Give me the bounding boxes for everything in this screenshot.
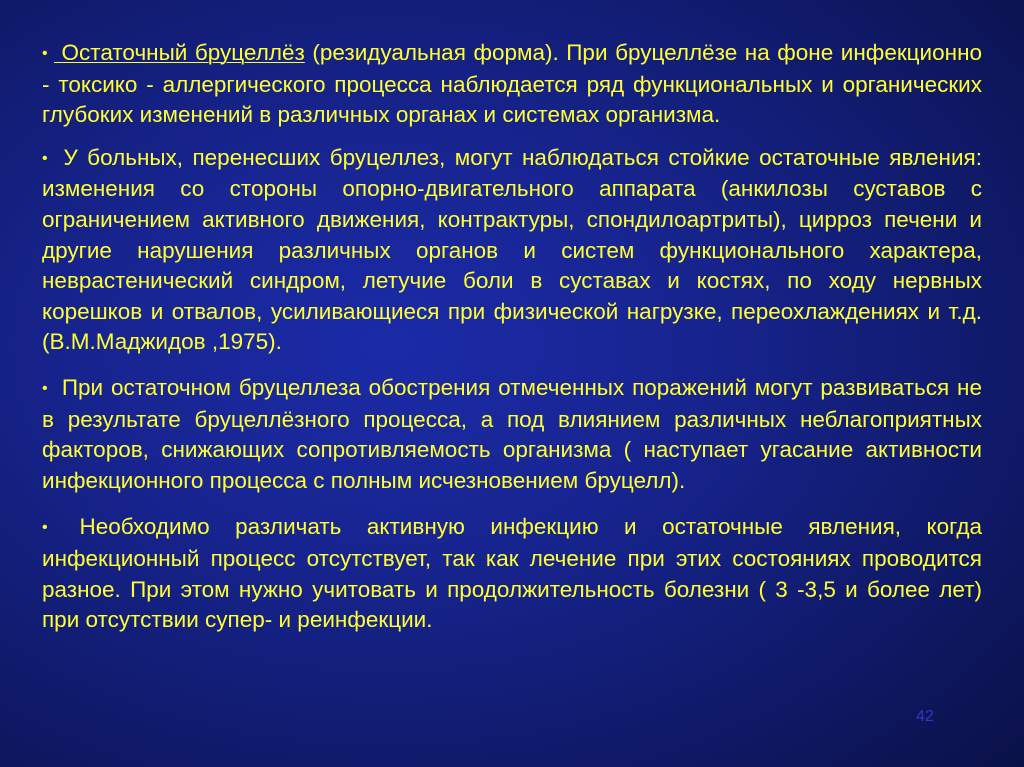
paragraph-text: (резидуальная форма). При бруцеллёзе на фоне инфекционно - токсико - аллергического процесса наблюдается ряд функциональных и органических глубоких изменений в различных органах и системах организма. <box>42 40 983 128</box>
bullet-marker: • <box>42 45 48 62</box>
bullet-marker: • <box>42 379 48 397</box>
bullet-marker: • <box>42 149 48 167</box>
paragraph-text: При остаточном бруцеллеза обострения отмеченных поражений могут развиваться не в результате бруцеллёзного процесса, а под влиянием различных неблагоприятных факторов, снижающих сопротивляемость организма ( наступает угасание активности инфекционного процесса с полным исчезновением бруцелл). <box>42 374 982 493</box>
paragraph-exacerbation <box>42 373 982 496</box>
paragraph-residual-brucellosis <box>42 38 982 131</box>
slide-page-number: 42 <box>916 708 934 725</box>
paragraph-text: У больных, перенесших бруцеллез, могут наблюдаться стойкие остаточные явления: изменения со стороны опорно-двигательного аппарата (анкилозы суставов с ограничением активного движения, контрактуры, спондилоартриты), цирроз печени и другие нарушения различных органов и систем функционального характера, неврастенический синдром, летучие боли в суставах и костях, по ходу нервных корешков и отвалов, усиливающиеся при физической нагрузке, переохлаждениях и т.д. (В.М.Маджидов ,1975). <box>42 144 982 355</box>
slide-body <box>42 38 982 648</box>
bullet-marker: • <box>42 519 48 537</box>
term-residual-brucellosis: Остаточный бруцеллёз <box>54 40 305 65</box>
paragraph-residual-effects <box>42 143 982 358</box>
paragraph-text: Необходимо различать активную инфекцию и остаточные явления, когда инфекционный процесс отсутствует, так как лечение при этих состояниях проводится разное. При этом нужно учитовать и продолжительность болезни ( 3 -3,5 и более лет) при отсутствии супер- и реинфекции. <box>42 514 982 633</box>
paragraph-differentiation <box>42 512 982 635</box>
